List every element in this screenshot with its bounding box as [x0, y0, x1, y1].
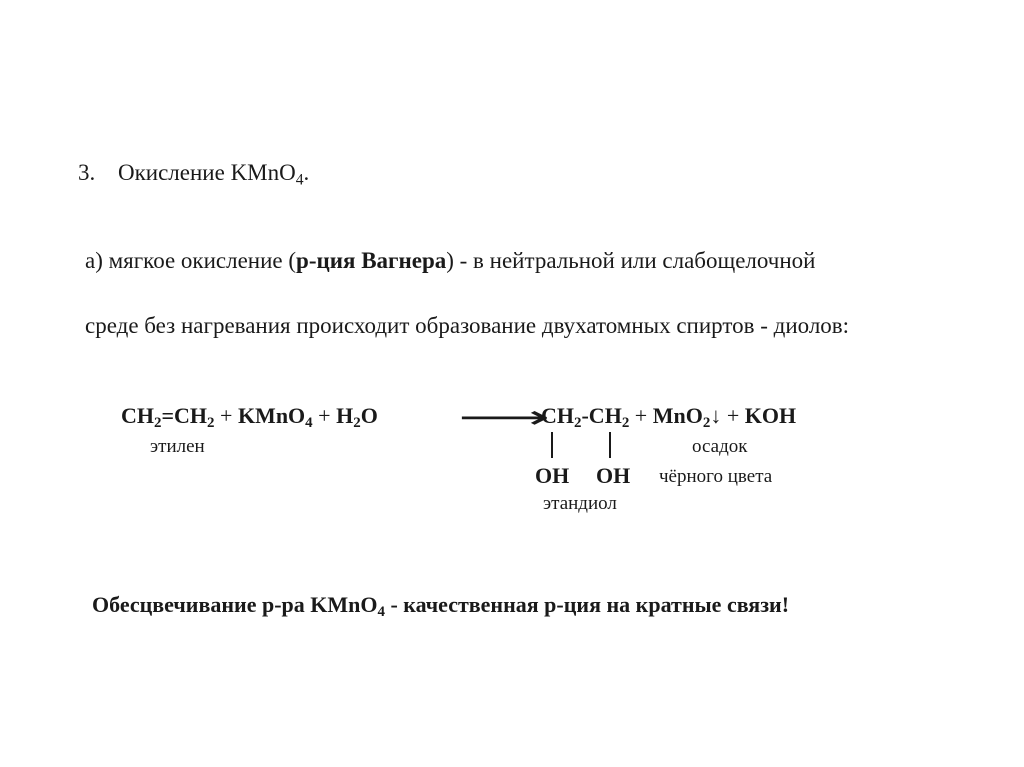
section-number: 3. [78, 160, 96, 185]
label-precipitate: осадок [692, 436, 748, 457]
section-title-text: Окисление KMnO [118, 160, 296, 185]
reactants: $CH_2=CH_2$ + KMnO$_4$ + $H_2O$ [121, 403, 378, 432]
products: $CH_2-CH_2$ + MnO$_2$↓ + KOH [541, 403, 797, 432]
paragraph-line-1: а) мягкое окисление (р-ция Вагнера) - в нейтральной или слабощелочной [85, 248, 816, 273]
section-title-sub: 4 [295, 171, 304, 189]
label-ethanediol: этандиол [543, 493, 617, 514]
section-title-end: . [303, 160, 310, 185]
hydroxyl-group-right: OH [596, 463, 631, 488]
label-ethylene: этилен [150, 436, 205, 457]
hydroxyl-group-left: OH [535, 463, 570, 488]
paragraph-line-2: среде без нагревания происходит образование двухатомных спиртов - диолов: [85, 313, 850, 338]
label-black-color: чёрного цвета [659, 466, 773, 487]
wagner-reaction-term: р-ция Вагнера [296, 248, 447, 273]
reaction-arrow: ⟶ [458, 398, 550, 436]
bond-line-left [551, 432, 553, 458]
conclusion: Обесцвечивание р-ра KMnO$_4$ - качественная р-ция на кратные связи! [92, 592, 790, 621]
bond-line-right [609, 432, 611, 458]
section-title [118, 160, 310, 189]
